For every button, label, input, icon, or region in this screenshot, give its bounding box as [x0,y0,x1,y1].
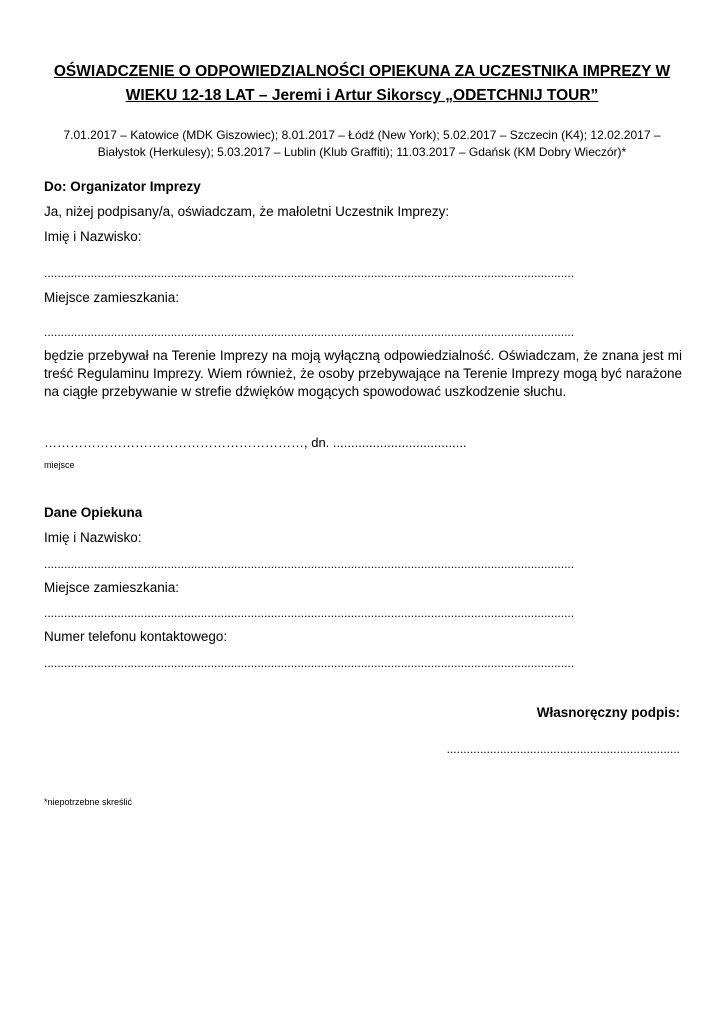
participant-address-field[interactable]: ............................................................................................................................................................... [44,325,575,339]
signature-field[interactable]: ...................................................................... [446,742,680,756]
event-dates: 7.01.2017 – Katowice (MDK Giszowiec); 8.01.2017 – Łódź (New York); 5.02.2017 – Szczecin (K4); 12.02.2017 – Białystok (Herkulesy); 5.03.2017 – Lublin (Klub Graffiti); 11.03.2017 – Gdańsk (KM Dobry Wieczór)* [63,128,661,159]
guardian-phone-label: Numer telefonu kontaktowego: [44,629,228,644]
guardian-address-label: Miejsce zamieszkania: [44,580,180,595]
guardian-phone-field[interactable]: ............................................................................................................................................................... [44,656,575,670]
place-caption: miejsce [44,460,75,470]
addressee: Do: Organizator Imprezy [44,179,201,194]
footnote: *niepotrzebne skreślić [44,797,133,807]
guardian-name-label: Imię i Nazwisko: [44,530,142,545]
signature-label: Własnoręczny podpis: [536,705,680,720]
document-title: OŚWIADCZENIE O ODPOWIEDZIALNOŚCI OPIEKUNA ZA UCZESTNIKA IMPREZY W WIEKU 12-18 LAT – Jeremi i Artur Sikorscy „ODETCHNIJ TOUR” [53,63,671,104]
guardian-name-field[interactable]: ............................................................................................................................................................... [44,557,575,571]
intro-statement: Ja, niżej podpisany/a, oświadczam, że małoletni Uczestnik Imprezy: [44,204,450,219]
guardian-heading: Dane Opiekuna [44,505,143,520]
participant-address-label: Miejsce zamieszkania: [44,290,180,305]
participant-name-label: Imię i Nazwisko: [44,229,142,244]
guardian-address-field[interactable]: ............................................................................................................................................................... [44,606,575,620]
participant-name-field[interactable]: ............................................................................................................................................................... [44,266,575,280]
place-date-field[interactable]: ……………………………………………………, dn. ..................................... [44,435,467,450]
responsibility-statement: będzie przebywał na Terenie Imprezy na moją wyłączną odpowiedzialność. Oświadczam, że znana jest mi treść Regulaminu Imprezy. Wiem również, że osoby przebywające na Terenie Imprezy mogą być narażone na ciągłe przebywanie w strefie dźwięków mogących spowodować uszkodzenie słuchu. [44,348,682,399]
